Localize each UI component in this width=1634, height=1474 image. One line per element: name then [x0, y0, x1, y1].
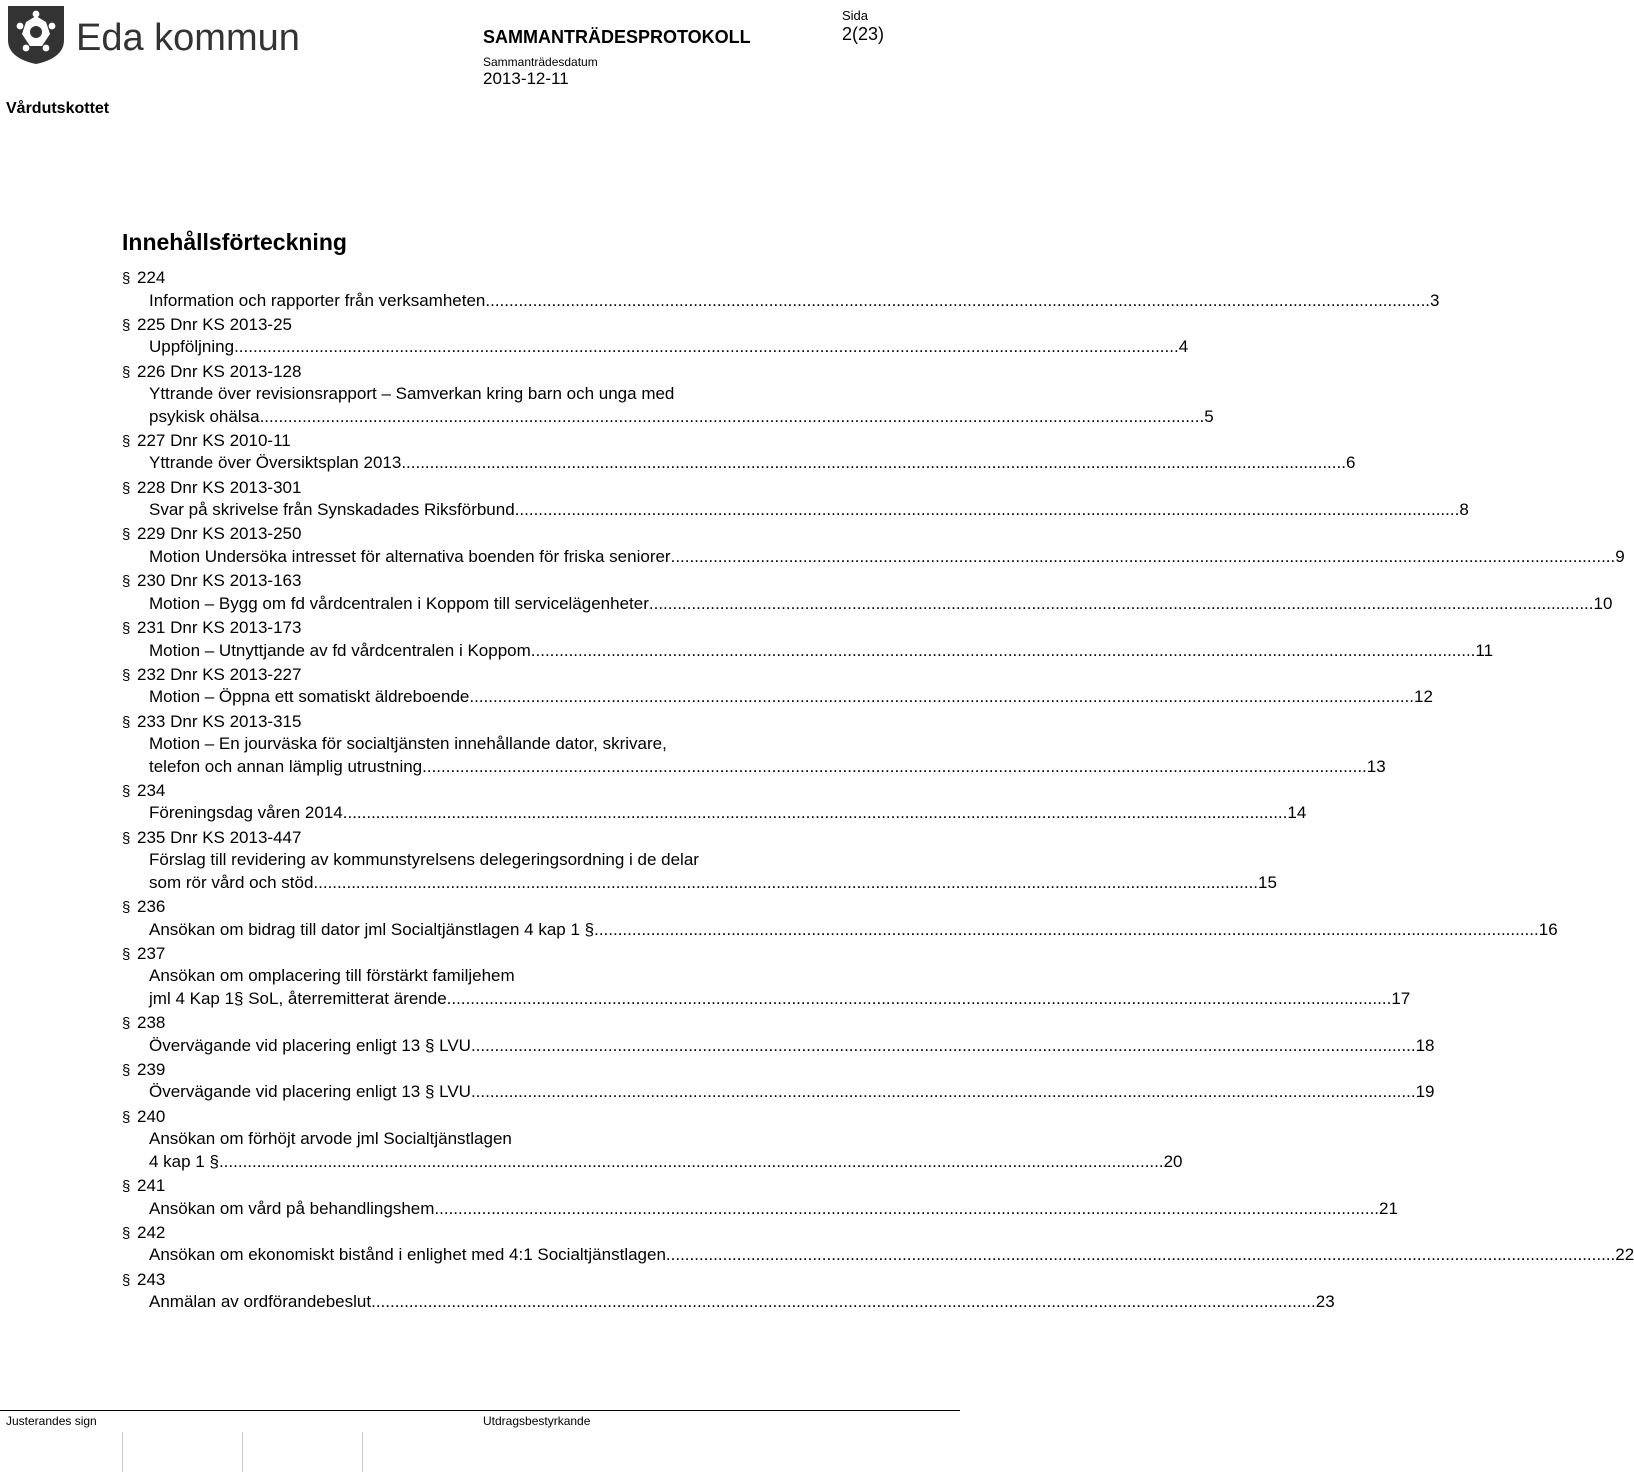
toc-page-number: 3: [1430, 290, 1440, 310]
toc-entry-title: Ansökan om bidrag till dator jml Socialtjänstlagen 4 kap 1 §: [149, 919, 595, 939]
toc-entry-number: 240: [137, 1106, 166, 1126]
section-sign: §: [122, 945, 131, 963]
toc-entry-title: Övervägande vid placering enligt 13 § LVU: [149, 1035, 471, 1055]
page-label: Sida: [842, 8, 869, 23]
protocol-title: SAMMANTRÄDESPROTOKOLL: [483, 27, 751, 47]
section-sign: §: [122, 782, 131, 800]
dot-leader: ........................................................................................................................................................................................................: [313, 872, 1259, 892]
section-sign: §: [122, 1108, 131, 1126]
toc-entry-number: 225 Dnr KS 2013-25: [137, 314, 292, 334]
section-sign: §: [122, 1061, 131, 1079]
toc-page-number: 10: [1593, 593, 1613, 613]
toc-entry-title: psykisk ohälsa: [149, 406, 260, 426]
toc-entry-number: 243: [137, 1269, 166, 1289]
toc-entry-title: Föreningsdag våren 2014: [149, 803, 343, 823]
toc-entry[interactable]: [122, 617, 1494, 662]
toc-page-number: 15: [1258, 872, 1277, 892]
toc-entry-number: 241: [137, 1176, 166, 1196]
section-sign: §: [122, 270, 131, 287]
signature-box-divider: [362, 1432, 363, 1472]
table-of-contents: [122, 267, 1634, 1315]
section-sign: §: [122, 432, 131, 450]
dot-leader: ........................................................................................................................................................................................................: [469, 687, 1415, 707]
toc-entry-title: Övervägande vid placering enligt 13 § LVU: [149, 1082, 471, 1102]
section-sign: §: [122, 316, 131, 334]
toc-entry[interactable]: [122, 827, 1277, 895]
dot-leader: ........................................................................................................................................................................................................: [446, 988, 1392, 1008]
signature-label: Justerandes sign: [6, 1414, 97, 1428]
toc-page-number: 5: [1204, 406, 1214, 426]
dot-leader: ........................................................................................................................................................................................................: [670, 1245, 1616, 1265]
toc-entry-number: 239: [137, 1059, 166, 1079]
toc-entry[interactable]: [122, 570, 1613, 615]
toc-entry[interactable]: [122, 780, 1307, 825]
toc-page-number: 9: [1615, 546, 1625, 566]
toc-entry[interactable]: [122, 1106, 1183, 1174]
toc-entry[interactable]: [122, 1059, 1435, 1104]
signature-box-divider: [122, 1432, 123, 1472]
section-sign: §: [122, 1224, 131, 1242]
meeting-date-label: Sammanträdesdatum: [483, 55, 598, 69]
section-sign: §: [122, 1178, 131, 1196]
toc-entry-number: 238: [137, 1013, 166, 1033]
municipality-logo: [6, 4, 300, 66]
toc-entry-title: Motion – Öppna ett somatiskt äldreboende: [149, 687, 470, 707]
meeting-date: 2013-12-11: [483, 69, 569, 88]
toc-entry-number: 229 Dnr KS 2013-250: [137, 524, 302, 544]
toc-entry-number: 230 Dnr KS 2013-163: [137, 571, 302, 591]
certification-label: Utdragsbestyrkande: [483, 1414, 591, 1428]
footer-divider: [0, 1410, 960, 1411]
toc-entry-number: 235 Dnr KS 2013-447: [137, 827, 302, 847]
dot-leader: ........................................................................................................................................................................................................: [514, 500, 1460, 520]
toc-entry[interactable]: [122, 477, 1469, 522]
section-sign: §: [122, 899, 131, 917]
toc-page-number: 4: [1178, 337, 1189, 357]
toc-entry-title: Information och rapporter från verksamheten: [149, 290, 486, 310]
dot-leader: ........................................................................................................................................................................................................: [648, 593, 1594, 613]
toc-entry[interactable]: [122, 1175, 1398, 1220]
toc-entry-title: telefon och annan lämplig utrustning: [149, 756, 423, 776]
section-sign: §: [122, 479, 131, 497]
section-sign: §: [122, 1015, 131, 1033]
toc-entry[interactable]: [122, 1222, 1634, 1267]
toc-entry[interactable]: [122, 267, 1440, 312]
toc-entry-title: Motion – Utnyttjande av fd vårdcentralen i Koppom: [149, 640, 531, 660]
toc-entry-title: Yttrande över Översiktsplan 2013: [149, 453, 402, 473]
toc-entry-number: 237: [137, 943, 166, 963]
toc-page-number: 17: [1391, 988, 1411, 1008]
toc-entry-number: 236: [137, 897, 166, 917]
section-sign: §: [122, 713, 131, 731]
dot-leader: ........................................................................................................................................................................................................: [342, 803, 1288, 823]
toc-entry-number: 227 Dnr KS 2010-11: [137, 430, 291, 450]
toc-entry-number: 233 Dnr KS 2013-315: [137, 711, 302, 731]
toc-page-number: 19: [1415, 1082, 1435, 1102]
toc-entry-title: Ansökan om vård på behandlingshem: [149, 1198, 435, 1218]
section-sign: §: [122, 666, 131, 684]
toc-entry[interactable]: [122, 361, 1214, 429]
toc-page-number: 8: [1459, 500, 1469, 520]
toc-entry-number: 226 Dnr KS 2013-128: [137, 361, 302, 381]
dot-leader: ........................................................................................................................................................................................................: [470, 1082, 1416, 1102]
toc-entry-title: Ansökan om omplacering till förstärkt familjehem: [149, 966, 515, 986]
section-sign: §: [122, 620, 131, 638]
committee-name: Vårdutskottet: [6, 100, 110, 117]
toc-entry[interactable]: [122, 1269, 1335, 1314]
toc-entry-title: jml 4 Kap 1§ SoL, återremitterat ärende: [149, 988, 447, 1008]
toc-entry[interactable]: [122, 430, 1356, 475]
toc-page-number: 18: [1415, 1035, 1435, 1055]
toc-entry[interactable]: [122, 896, 1558, 941]
toc-entry-title: Motion Undersöka intresset för alternativa boenden för friska seniorer: [149, 546, 671, 566]
toc-entry-title: Svar på skrivelse från Synskadades Riksförbund: [149, 500, 515, 520]
toc-entry[interactable]: [122, 943, 1411, 1011]
toc-entry[interactable]: [122, 711, 1386, 779]
toc-page-number: 21: [1379, 1198, 1398, 1218]
toc-entry-title: Ansökan om ekonomiskt bistånd i enlighet med 4:1 Socialtjänstlagen.: [149, 1245, 671, 1265]
dot-leader: ........................................................................................................................................................................................................: [401, 453, 1346, 473]
toc-entry-number: 231 Dnr KS 2013-173: [137, 618, 302, 638]
toc-entry-title: som rör vård och stöd: [149, 872, 314, 892]
dot-leader: ........................................................................................................................................................................................................: [485, 290, 1431, 310]
section-sign: §: [122, 573, 131, 591]
dot-leader: ........................................................................................................................................................................................................: [470, 1035, 1416, 1055]
toc-entry[interactable]: [122, 314, 1189, 359]
toc-entry-title: Anmälan av ordförandebeslut: [149, 1292, 372, 1312]
toc-entry-title: Uppföljning: [149, 337, 235, 357]
toc-title: Innehållsförteckning: [122, 229, 347, 255]
section-sign: §: [122, 829, 131, 847]
toc-page-number: 20: [1163, 1151, 1183, 1171]
dot-leader: ........................................................................................................................................................................................................: [422, 756, 1367, 776]
toc-entry-title: Motion – Bygg om fd vårdcentralen i Koppom till servicelägenheter: [149, 593, 649, 613]
toc-entry-title: 4 kap 1 §: [149, 1151, 219, 1171]
toc-page-number: 13: [1366, 756, 1386, 776]
dot-leader: ........................................................................................................................................................................................................: [594, 919, 1539, 939]
toc-entry-number: 234: [137, 780, 166, 800]
section-sign: §: [122, 363, 131, 381]
dot-leader: ........................................................................................................................................................................................................: [234, 337, 1179, 357]
toc-entry[interactable]: [122, 1012, 1435, 1057]
toc-entry-title: Yttrande över revisionsrapport – Samverkan kring barn och unga med: [149, 384, 675, 404]
toc-entry[interactable]: [122, 664, 1433, 709]
page-number: 2(23): [842, 24, 885, 44]
dot-leader: ........................................................................................................................................................................................................: [371, 1292, 1316, 1312]
dot-leader: ........................................................................................................................................................................................................: [530, 640, 1476, 660]
toc-page-number: 14: [1287, 803, 1307, 823]
dot-leader: ........................................................................................................................................................................................................: [259, 406, 1205, 426]
toc-page-number: 11: [1475, 640, 1494, 660]
dot-leader: ........................................................................................................................................................................................................: [434, 1198, 1380, 1218]
toc-page-number: 22: [1615, 1245, 1634, 1265]
toc-page-number: 16: [1538, 919, 1558, 939]
toc-entry-number: 232 Dnr KS 2013-227: [137, 664, 302, 684]
toc-entry-title: Ansökan om förhöjt arvode jml Socialtjänstlagen: [149, 1129, 512, 1149]
toc-page-number: 12: [1414, 687, 1433, 707]
toc-entry[interactable]: [122, 523, 1625, 568]
dot-leader: ........................................................................................................................................................................................................: [218, 1151, 1164, 1171]
signature-box-divider: [242, 1432, 243, 1472]
toc-page-number: 23: [1315, 1292, 1335, 1312]
section-sign: §: [122, 526, 131, 544]
section-sign: §: [122, 1271, 131, 1289]
toc-entry-number: 242: [137, 1222, 166, 1242]
org-name: Eda kommun: [76, 17, 300, 59]
dot-leader: ........................................................................................................................................................................................................: [670, 546, 1616, 566]
toc-entry-number: 224: [137, 268, 166, 287]
toc-entry-title: Motion – En jourväska för socialtjänsten innehållande dator, skrivare,: [149, 734, 667, 754]
toc-entry-title: Förslag till revidering av kommunstyrelsens delegeringsordning i de delar: [149, 850, 699, 870]
toc-page-number: 6: [1345, 453, 1356, 473]
toc-entry-number: 228 Dnr KS 2013-301: [137, 477, 302, 497]
